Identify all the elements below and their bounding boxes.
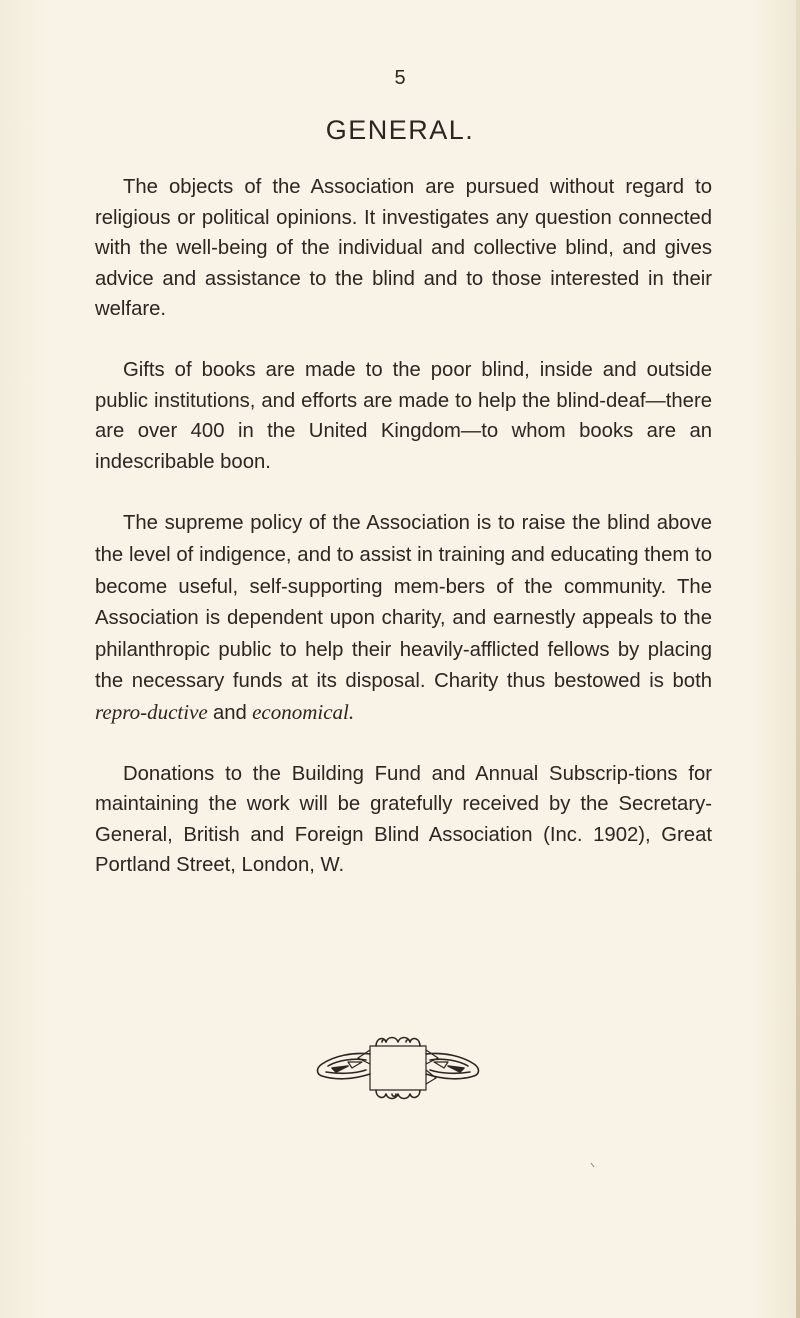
printers-ornament-icon [308, 1030, 490, 1102]
emphasis-reproductive: repro-ductive [95, 699, 208, 724]
conjunction: and [212, 701, 247, 724]
body-text [95, 172, 712, 911]
page-heading: GENERAL. [325, 115, 475, 145]
emphasis-economical: economical. [252, 699, 355, 724]
paragraph-policy [95, 507, 712, 728]
paragraph-gifts: Gifts of books are made to the poor blind, inside and outside public institutions, and efforts are made to help the blind-deaf—there are over 400 in the United Kingdom—to whom books are an indescribable boon. [95, 358, 712, 473]
page-edge [796, 0, 800, 1318]
paragraph-policy-text: The supreme policy of the Association is to raise the blind above the level of indigence, and to assist in training and educating them to become useful, self-supporting mem-bers of the community. The Association is dependent upon charity, and earnestly appeals to the philanthropic public to help their heavily-afflicted fellows by placing the necessary funds at its disposal. Charity thus bestowed is both [95, 512, 712, 693]
paragraph-donations: Donations to the Building Fund and Annual Subscrip-tions for maintaining the work will be gratefully received by the Secretary-General, British and Foreign Blind Association (Inc. 1902), Great Portland Street, London, W. [95, 762, 712, 877]
page-number: 5 [394, 67, 406, 89]
paragraph-objects: The objects of the Association are pursued without regard to religious or political opinions. It investigates any question connected with the well-being of the individual and collective blind, and gives advice and assistance to the blind and to those interested in their welfare. [95, 176, 712, 321]
stray-mark [590, 1162, 596, 1168]
